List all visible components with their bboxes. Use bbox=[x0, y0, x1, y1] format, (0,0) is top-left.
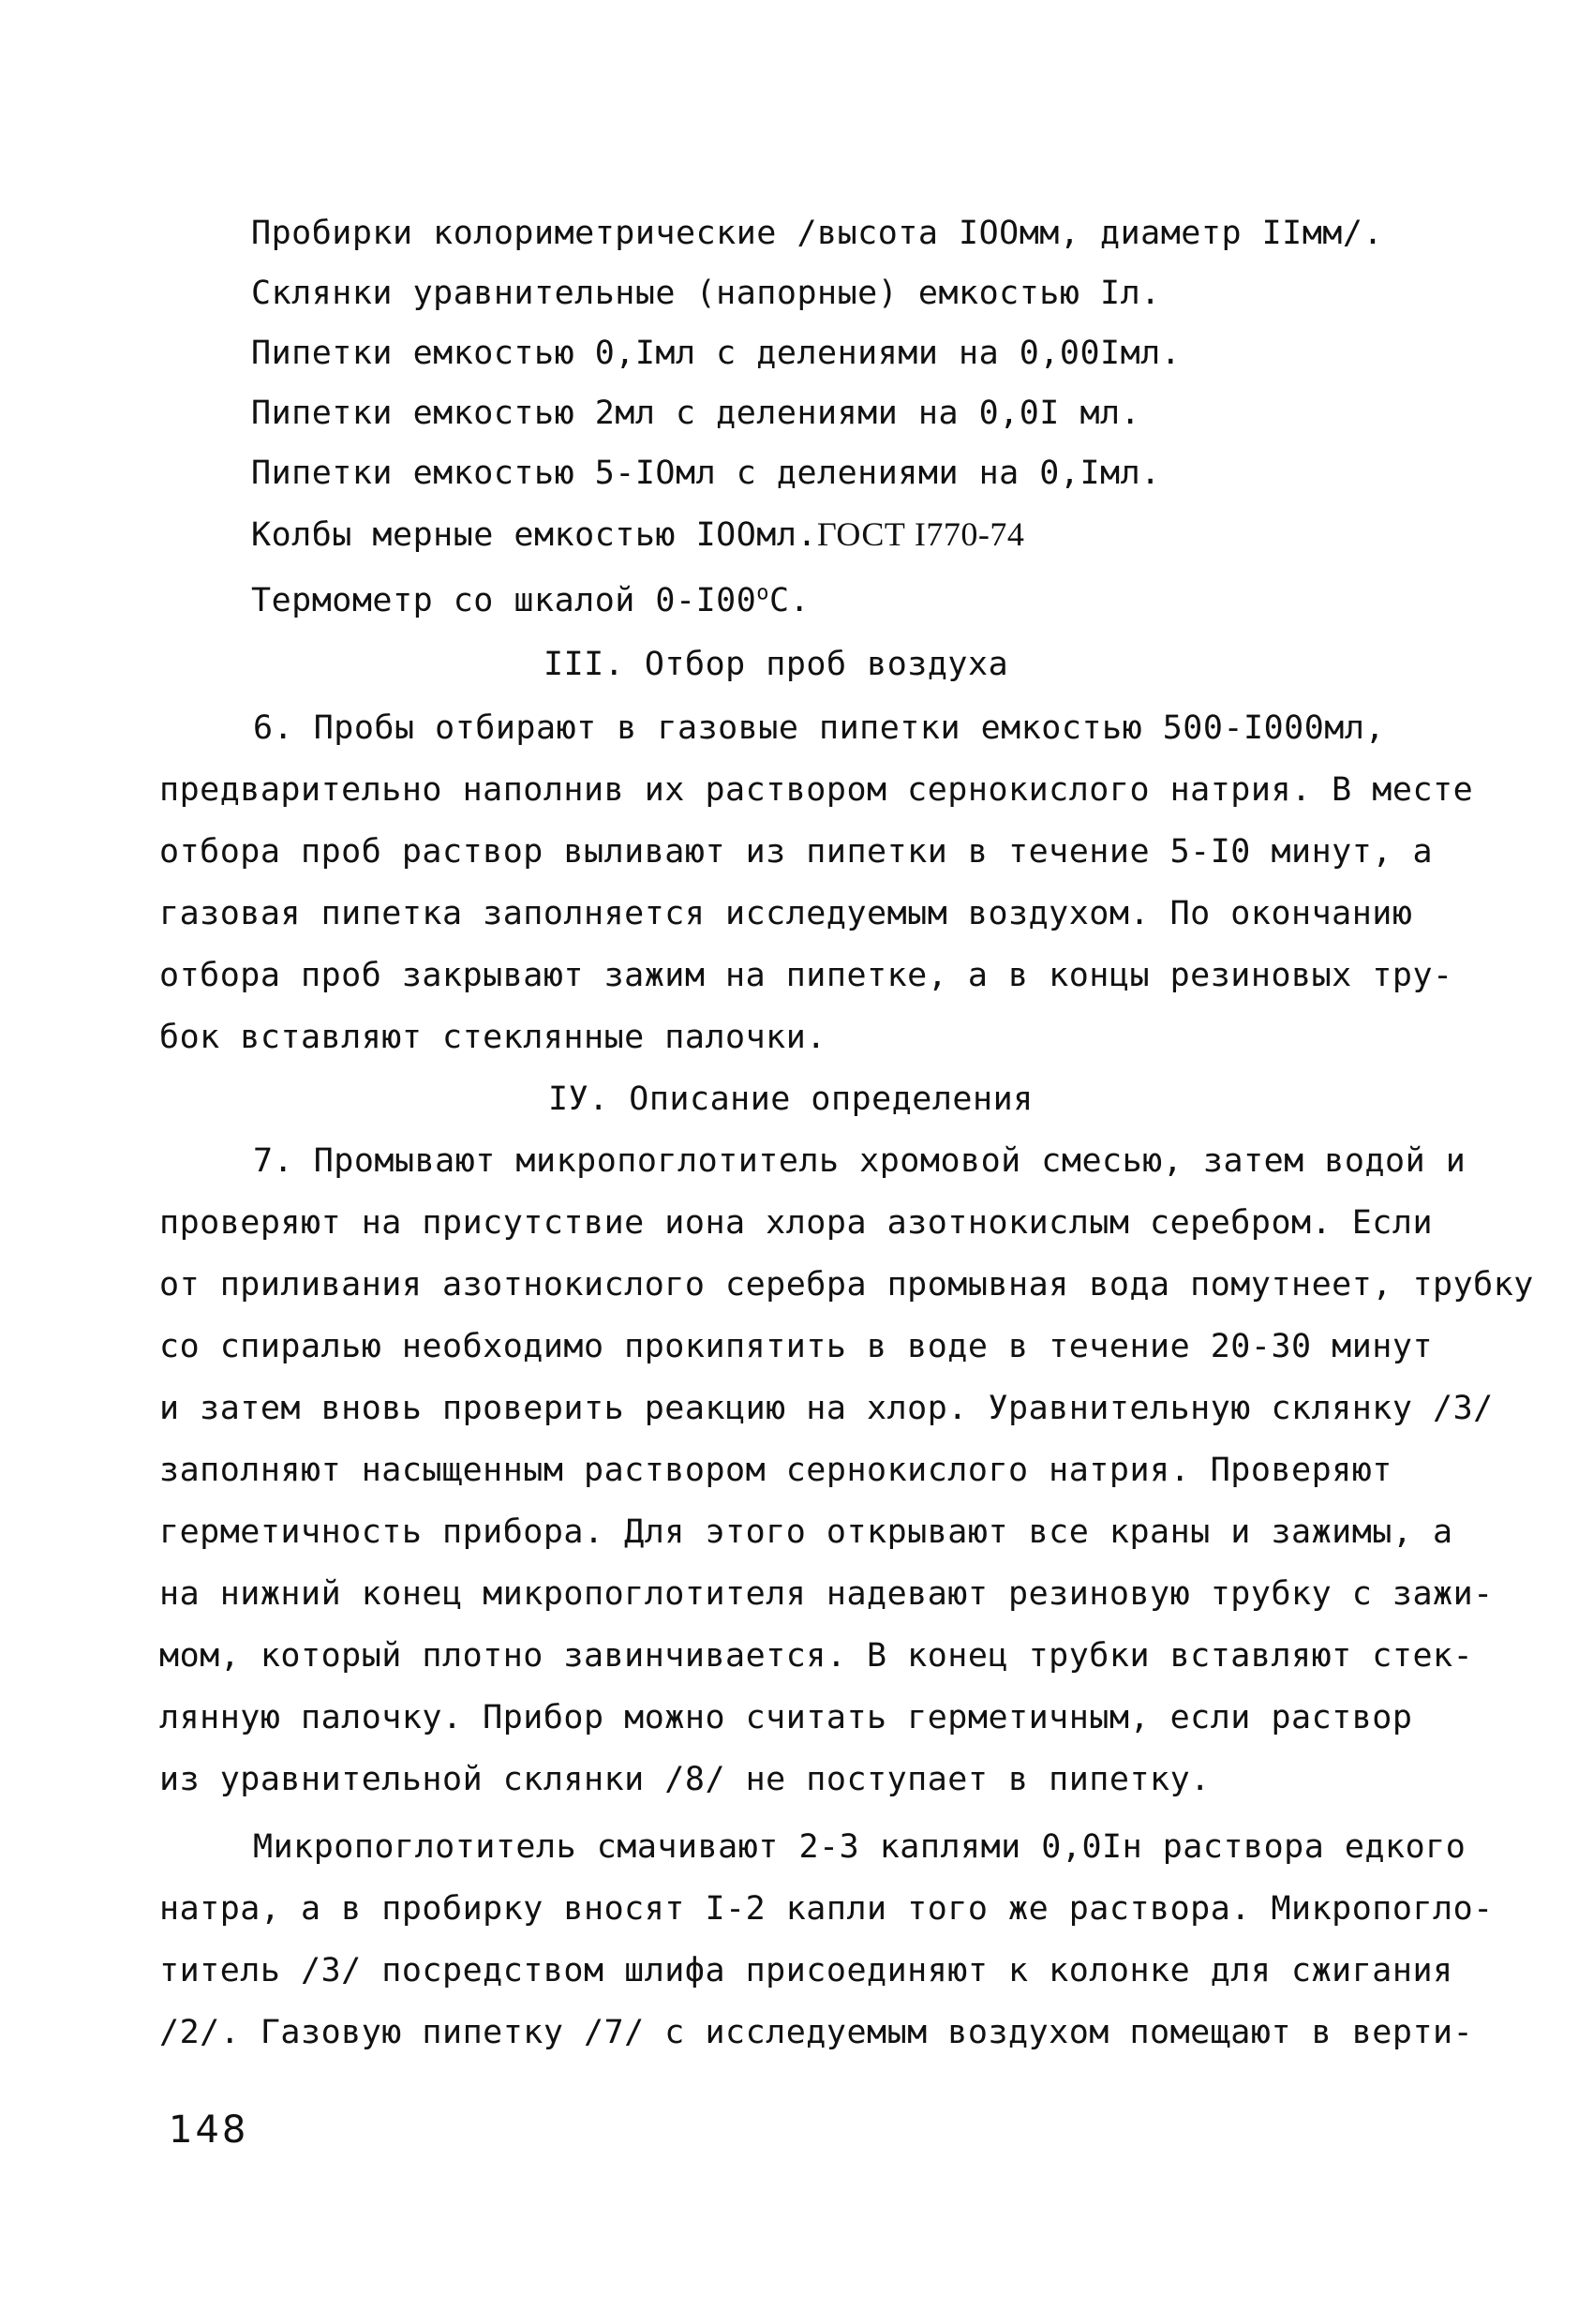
section-4-line: от приливания азотнокислого серебра промывная вода помутнеет, трубку bbox=[159, 1266, 1534, 1304]
section-4-line: герметичность прибора. Для этого открывают все краны и зажимы, а bbox=[159, 1513, 1453, 1551]
section-3-line: предварительно наполнив их раствором сернокислого натрия. В месте bbox=[159, 771, 1474, 809]
equipment-item: Пипетки емкостью 5-IOмл с делениями на 0,Iмл. bbox=[251, 454, 1161, 492]
section-4-line: натра, а в пробирку вносят I-2 капли того же раствора. Микропогло- bbox=[159, 1890, 1494, 1928]
degree-mark: о bbox=[756, 581, 770, 605]
section-3-line: бок вставляют стеклянные палочки. bbox=[159, 1019, 826, 1056]
section-3-line: отбора проб закрывают зажим на пипетке, а в концы резиновых тру- bbox=[159, 957, 1453, 994]
section-4-line: на нижний конец микропоглотителя надевают резиновую трубку с зажи- bbox=[159, 1575, 1494, 1613]
section-4-line: Микропоглотитель смачивают 2-3 каплями 0,0Iн раствора едкого bbox=[253, 1828, 1466, 1866]
section-4-line: /2/. Газовую пипетку /7/ с исследуемым воздухом помещают в верти- bbox=[159, 2014, 1474, 2051]
section-4-line: лянную палочку. Прибор можно считать герметичным, если раствор bbox=[159, 1699, 1413, 1736]
section-4-heading: IУ. Описание определения bbox=[548, 1080, 1034, 1118]
section-3-line: отбора проб раствор выливают из пипетки в течение 5-I0 минут, а bbox=[159, 833, 1434, 871]
thermometer-unit: С. bbox=[769, 582, 811, 619]
flask-text: Колбы мерные емкостью IOOмл. bbox=[251, 516, 818, 554]
section-4-line: со спиралью необходимо прокипятить в воде в течение 20-30 минут bbox=[159, 1328, 1434, 1365]
equipment-item: Пробирки колориметрические /высота IOOмм, диаметр IIмм/. bbox=[251, 215, 1384, 252]
thermometer-text: Термометр со шкалой 0-I00 bbox=[251, 582, 757, 619]
section-4-line: титель /3/ посредством шлифа присоединяют к колонке для сжигания bbox=[159, 1952, 1453, 1989]
section-4-line: заполняют насыщенным раствором сернокислого натрия. Проверяют bbox=[159, 1452, 1392, 1489]
section-4-line: из уравнительной склянки /8/ не поступает в пипетку. bbox=[159, 1761, 1211, 1798]
equipment-item: Склянки уравнительные (напорные) емкостью Iл. bbox=[251, 275, 1161, 312]
page-number: 148 bbox=[169, 2108, 249, 2152]
equipment-item: Пипетки емкостью 0,Iмл с делениями на 0,00Iмл. bbox=[251, 335, 1182, 372]
equipment-item-flasks bbox=[251, 517, 1024, 552]
section-4-line: мом, который плотно завинчивается. В конец трубки вставляют стек- bbox=[159, 1637, 1474, 1675]
equipment-item-thermometer bbox=[251, 581, 811, 619]
section-4-line: и затем вновь проверить реакцию на хлор. Уравнительную склянку /3/ bbox=[159, 1390, 1494, 1427]
equipment-item: Пипетки емкостью 2мл с делениями на 0,0I мл. bbox=[251, 395, 1141, 432]
section-4-line: 7. Промывают микропоглотитель хромовой смесью, затем водой и bbox=[253, 1142, 1466, 1180]
section-3-line: газовая пипетка заполняется исследуемым воздухом. По окончанию bbox=[159, 895, 1413, 932]
section-4-line: проверяют на присутствие иона хлора азотнокислым серебром. Если bbox=[159, 1204, 1434, 1242]
section-3-line: 6. Пробы отбирают в газовые пипетки емкостью 500-I000мл, bbox=[253, 709, 1386, 747]
gost-stamp: ГОСТ I770-74 bbox=[817, 515, 1025, 553]
section-3-heading: III. Отбор проб воздуха bbox=[543, 646, 1009, 683]
